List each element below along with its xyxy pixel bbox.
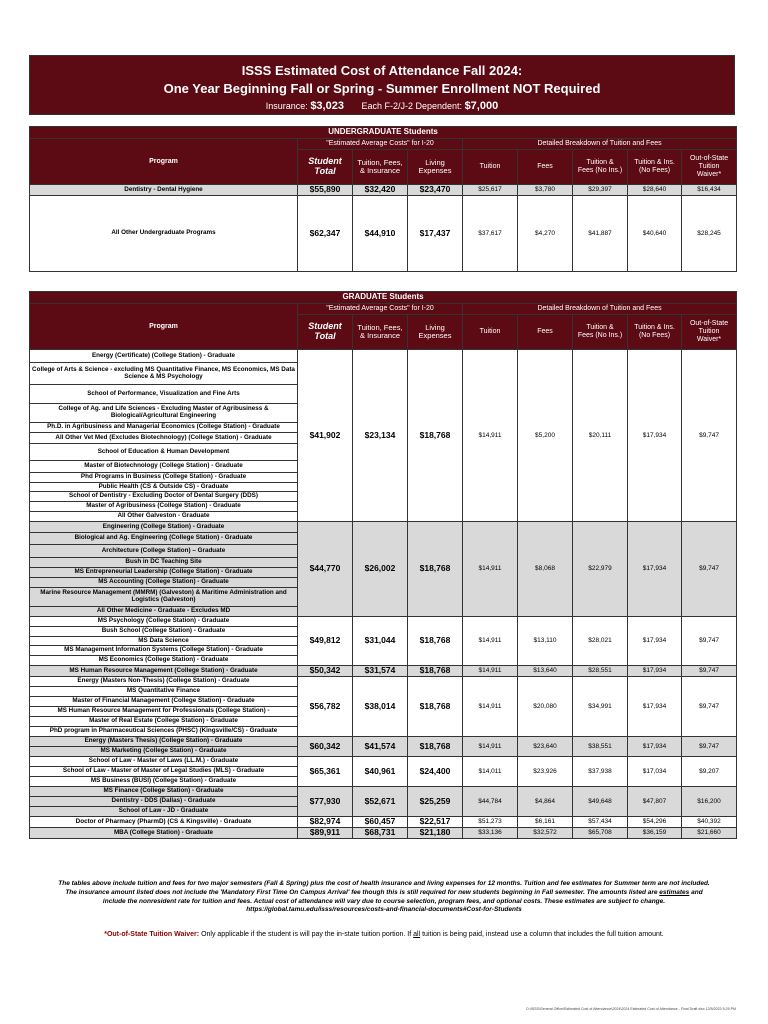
tuition-value: $51,273 <box>463 817 518 828</box>
fees-value: $6,161 <box>518 817 573 828</box>
living-expenses-header-line: Expenses <box>418 166 452 175</box>
program-name: Marine Resource Management (MMRM) (Galveston) & Maritime Administration and Logistics (Galveston) <box>30 588 298 607</box>
tuition-fees-no-ins-value: $22,979 <box>573 522 628 617</box>
tuition-value: $14,911 <box>463 666 518 677</box>
out-of-state-waiver-value: $9,207 <box>682 757 737 787</box>
fees-value: $3,780 <box>518 185 573 196</box>
insurance-label: Insurance: <box>265 101 308 111</box>
program-name: College of Arts & Science - excluding MS Quantitative Finance, MS Economics, MS Data Science & MS Psychology <box>30 363 298 385</box>
living-expenses-value: $24,400 <box>408 757 463 787</box>
fees-value: $13,110 <box>518 617 573 666</box>
dependent-label: Each F-2/J-2 Dependent: <box>361 101 463 111</box>
tuition-ins-no-fees-value: $17,934 <box>628 737 682 757</box>
out-of-state-waiver-value: $9,747 <box>682 666 737 677</box>
program-name: Master of Financial Management (College Station) - Graduate <box>30 697 298 707</box>
program-name: College of Ag. and Life Sciences - Excluding Master of Agribusiness & Biological/Agricultural Engineering <box>30 404 298 423</box>
living-expenses-value: $25,259 <box>408 787 463 817</box>
student-total-value: $49,812 <box>298 617 353 666</box>
tuition-fees-no-ins-value: $34,991 <box>573 677 628 737</box>
table-row <box>30 817 737 828</box>
tuition-value: $25,617 <box>463 185 518 196</box>
tuition-ins-no-fees-value: $36,159 <box>628 828 682 839</box>
tuition-fees-no-ins-header-line: Fees (No Ins.) <box>577 332 623 339</box>
living-expenses-header <box>408 315 463 350</box>
program-name: Energy (Masters Thesis) (College Station) - Graduate <box>30 737 298 747</box>
program-name: Phd Programs in Business (College Station) - Graduate <box>30 473 298 483</box>
program-name: MBA (College Station) - Graduate <box>30 828 298 839</box>
program-name: Doctor of Pharmacy (PharmD) (CS & Kingsville) - Graduate <box>30 817 298 828</box>
fees-value: $4,270 <box>518 196 573 272</box>
waiver-text-1: Only applicable if the student is will pay the in-state tuition portion. If <box>199 931 414 938</box>
fees-header-line: Fees <box>537 163 553 171</box>
tuition-fees-no-ins-header-line: Tuition & <box>586 159 614 167</box>
table-row <box>30 185 737 196</box>
footer-link[interactable]: https://global.tamu.edu/isss/resources/costs-and-financial-documents#Cost-for-Students <box>246 906 522 914</box>
student-total-value: $82,974 <box>298 817 353 828</box>
tuition-fees-insurance-value: $31,574 <box>353 666 408 677</box>
tuition-fees-no-ins-value: $49,648 <box>573 787 628 817</box>
tuition-ins-no-fees-header <box>628 315 682 350</box>
fees-value: $5,200 <box>518 350 573 522</box>
program-name: All Other Vet Med (Excludes Biotechnology) (College Station) - Graduate <box>30 433 298 444</box>
student-total-value: $60,342 <box>298 737 353 757</box>
footer-line-1: The tables above include tuition and fees for two major semesters (Fall & Spring) plus the cost of health insurance and living expenses for 12 months. Tuition and fee estimates for Summer term are not included. <box>58 880 710 887</box>
program-name: Master of Real Estate (College Station) - Graduate <box>30 717 298 727</box>
tuition-ins-no-fees-value: $40,640 <box>628 196 682 272</box>
tuition-fees-insurance-value: $41,574 <box>353 737 408 757</box>
fees-value: $13,640 <box>518 666 573 677</box>
waiver-note <box>40 931 728 938</box>
fees-value: $4,864 <box>518 787 573 817</box>
footer-line-2-text: The insurance amount listed does not include the 'Mandatory First Time On Campus Arrival' fee though this is still required for new students beginning in Fall semester. The amounts listed are <box>65 888 658 896</box>
tuition-fees-insurance-header-line: Tuition, Fees, <box>357 322 403 332</box>
waiver-label: *Out-of-State Tuition Waiver: <box>104 931 200 938</box>
section-title: UNDERGRADUATE Students <box>30 127 737 139</box>
student-total-header <box>298 150 353 185</box>
program-name: Dentistry - DDS (Dallas) - Graduate <box>30 797 298 807</box>
student-total-header-line: Student <box>308 156 342 167</box>
out-of-state-waiver-header-line: Waiver* <box>696 170 722 178</box>
out-of-state-waiver-header <box>682 150 737 185</box>
file-path: O:\ISSS\General Office\Estimated Cost of Attendance\2024\2024 Estimated Cost of Attendance - Final Draft.xlsx 12/5/2023 5:29 PM <box>525 1007 736 1011</box>
living-expenses-value: $18,768 <box>408 350 463 522</box>
program-name: Biological and Ag. Engineering (College Station) - Graduate <box>30 533 298 545</box>
table-row <box>30 617 737 627</box>
out-of-state-waiver-value: $28,245 <box>682 196 737 272</box>
program-name: MS Entrepreneurial Leadership (College Station) - Graduate <box>30 568 298 578</box>
tuition-value: $14,911 <box>463 737 518 757</box>
page-title: ISSS Estimated Cost of Attendance Fall 2024: <box>241 63 523 78</box>
living-expenses-value: $18,768 <box>408 522 463 617</box>
living-expenses-value: $23,470 <box>408 185 463 196</box>
tuition-fees-insurance-value: $23,134 <box>353 350 408 522</box>
student-total-value: $77,930 <box>298 787 353 817</box>
dependent-value: $7,000 <box>464 100 499 112</box>
tuition-header <box>463 315 518 350</box>
footer-line-2 <box>40 889 728 898</box>
tuition-fees-insurance-value: $40,961 <box>353 757 408 787</box>
program-name: Energy (Masters Non-Thesis) (College Station) - Graduate <box>30 677 298 687</box>
program-name: All Other Galveston - Graduate <box>30 512 298 522</box>
living-expenses-value: $17,437 <box>408 196 463 272</box>
student-total-header-line: Total <box>314 331 336 341</box>
living-expenses-header-line: Expenses <box>418 331 452 340</box>
tuition-header-line: Tuition <box>479 163 501 171</box>
detailed-breakdown-header: Detailed Breakdown of Tuition and Fees <box>463 139 737 150</box>
tuition-fees-insurance-header <box>353 150 408 185</box>
waiver-text-2: tuition is being paid, instead use a column that includes the full tuition amount. <box>420 931 664 938</box>
tuition-header <box>463 150 518 185</box>
tuition-ins-no-fees-value: $47,807 <box>628 787 682 817</box>
living-expenses-value: $18,768 <box>408 737 463 757</box>
table-row <box>30 828 737 839</box>
program-name: School of Law - Master of Laws (LL.M.) - Graduate <box>30 757 298 767</box>
tuition-fees-insurance-value: $38,014 <box>353 677 408 737</box>
program-name: School of Education & Human Development <box>30 444 298 461</box>
program-name: Dentistry - Dental Hygiene <box>30 185 298 196</box>
tuition-fees-insurance-value: $31,044 <box>353 617 408 666</box>
tuition-value: $14,011 <box>463 757 518 787</box>
out-of-state-waiver-value: $21,660 <box>682 828 737 839</box>
program-name: MS Marketing (College Station) - Graduate <box>30 747 298 757</box>
program-name: MS Economics (College Station) - Graduate <box>30 656 298 666</box>
tuition-fees-no-ins-value: $29,397 <box>573 185 628 196</box>
insurance-value: $3,023 <box>310 100 344 112</box>
tuition-fees-no-ins-value: $20,111 <box>573 350 628 522</box>
tuition-value: $14,911 <box>463 617 518 666</box>
page-subtitle: One Year Beginning Fall or Spring - Summer Enrollment NOT Required <box>163 81 601 96</box>
student-total-header-line: Student <box>308 321 342 332</box>
student-total-value: $50,342 <box>298 666 353 677</box>
living-expenses-value: $22,517 <box>408 817 463 828</box>
tuition-value: $37,617 <box>463 196 518 272</box>
detailed-breakdown-header: Detailed Breakdown of Tuition and Fees <box>463 304 737 315</box>
program-name: MS Psychology (College Station) - Graduate <box>30 617 298 627</box>
tuition-fees-insurance-value: $26,002 <box>353 522 408 617</box>
living-expenses-value: $21,180 <box>408 828 463 839</box>
tuition-fees-no-ins-value: $41,887 <box>573 196 628 272</box>
tuition-value: $14,911 <box>463 522 518 617</box>
student-total-value: $89,911 <box>298 828 353 839</box>
section-title: GRADUATE Students <box>30 292 737 304</box>
footer-estimates-word: estimates <box>659 888 690 896</box>
out-of-state-waiver-value: $9,747 <box>682 522 737 617</box>
tuition-fees-no-ins-value: $65,708 <box>573 828 628 839</box>
footer-line-3: include the nonresident rate for tuition and fees. Actual cost of attendance will vary due to course selection, program fees, and optional costs. These estimates are subject to change. <box>102 897 666 905</box>
tuition-ins-no-fees-header-line: (No Fees) <box>638 167 671 174</box>
fees-header <box>518 150 573 185</box>
tuition-ins-no-fees-header-line: (No Fees) <box>638 332 671 339</box>
student-total-value: $65,361 <box>298 757 353 787</box>
program-name: All Other Medicine - Graduate - Excludes MD <box>30 607 298 617</box>
waiver-all-word: all <box>413 931 421 938</box>
program-name: MS Quantitative Finance <box>30 687 298 697</box>
tuition-ins-no-fees-value: $17,934 <box>628 617 682 666</box>
program-name: Public Health (CS & Outside CS) - Graduate <box>30 483 298 492</box>
table-row <box>30 677 737 687</box>
tuition-fees-insurance-value: $52,671 <box>353 787 408 817</box>
fees-value: $32,572 <box>518 828 573 839</box>
tuition-fees-no-ins-value: $57,434 <box>573 817 628 828</box>
tuition-fees-no-ins-header-line: Fees (No Ins.) <box>577 167 623 174</box>
program-name: All Other Undergraduate Programs <box>30 196 298 272</box>
program-name: School of Dentistry - Excluding Doctor of Dental Surgery (DDS) <box>30 492 298 502</box>
program-header: Program <box>30 304 298 350</box>
program-header: Program <box>30 139 298 185</box>
out-of-state-waiver-value: $9,747 <box>682 350 737 522</box>
tuition-fees-insurance-header-line: & Insurance <box>359 331 401 340</box>
program-name: Energy (Certificate) (College Station) - Graduate <box>30 350 298 363</box>
tuition-ins-no-fees-value: $17,934 <box>628 677 682 737</box>
table-row <box>30 787 737 797</box>
program-name: MS Human Resource Management (College Station) - Graduate <box>30 666 298 677</box>
living-expenses-header-line: Living <box>425 322 445 332</box>
tuition-value: $14,911 <box>463 677 518 737</box>
program-name: MS Data Science <box>30 637 298 646</box>
tuition-fees-insurance-header-line: Tuition, Fees, <box>357 157 403 167</box>
out-of-state-waiver-value: $40,392 <box>682 817 737 828</box>
tuition-ins-no-fees-value: $54,296 <box>628 817 682 828</box>
tuition-value: $14,911 <box>463 350 518 522</box>
estimated-costs-header: "Estimated Average Costs" for I-20 <box>298 139 463 150</box>
program-name: Architecture (College Station) – Graduate <box>30 545 298 558</box>
program-name: Bush School (College Station) - Graduate <box>30 627 298 637</box>
insurance-line <box>30 100 734 112</box>
tuition-fees-insurance-value: $32,420 <box>353 185 408 196</box>
student-total-value: $62,347 <box>298 196 353 272</box>
fees-value: $23,640 <box>518 737 573 757</box>
table-row <box>30 196 737 272</box>
table-row <box>30 350 737 363</box>
program-name: MS Human Resource Management for Professionals (College Station) - <box>30 707 298 717</box>
fees-value: $8,068 <box>518 522 573 617</box>
fees-value: $20,080 <box>518 677 573 737</box>
tuition-fees-insurance-header-line: & Insurance <box>359 166 401 175</box>
program-name: Engineering (College Station) - Graduate <box>30 522 298 533</box>
estimated-costs-header: "Estimated Average Costs" for I-20 <box>298 304 463 315</box>
undergraduate-table <box>29 126 737 272</box>
out-of-state-waiver-header-line: Waiver* <box>696 335 722 343</box>
tuition-fees-no-ins-value: $37,938 <box>573 757 628 787</box>
cost-header-banner <box>29 55 735 115</box>
out-of-state-waiver-header-line: Out-of-State <box>689 320 729 328</box>
tuition-value: $44,784 <box>463 787 518 817</box>
footer-notes <box>40 880 728 915</box>
out-of-state-waiver-header-line: Tuition <box>698 163 720 171</box>
tuition-ins-no-fees-value: $17,934 <box>628 350 682 522</box>
program-name: School of Performance, Visualization and Fine Arts <box>30 385 298 404</box>
student-total-header <box>298 315 353 350</box>
student-total-header-line: Total <box>314 166 336 176</box>
out-of-state-waiver-header-line: Tuition <box>698 328 720 336</box>
graduate-table <box>29 291 737 839</box>
out-of-state-waiver-header <box>682 315 737 350</box>
tuition-ins-no-fees-value: $17,934 <box>628 666 682 677</box>
program-name: MS Finance (College Station) - Graduate <box>30 787 298 797</box>
program-name: MS Management Information Systems (College Station) - Graduate <box>30 646 298 656</box>
out-of-state-waiver-value: $9,747 <box>682 677 737 737</box>
tuition-fees-no-ins-header-line: Tuition & <box>586 324 614 332</box>
table-row <box>30 522 737 533</box>
table-row <box>30 757 737 767</box>
tuition-ins-no-fees-header-line: Tuition & Ins. <box>634 324 675 332</box>
living-expenses-header-line: Living <box>425 157 445 167</box>
fees-header-line: Fees <box>537 328 553 336</box>
program-name: School of Law - Master of Master of Legal Studies (MLS) - Graduate <box>30 767 298 777</box>
tuition-fees-no-ins-header <box>573 150 628 185</box>
program-name: Bush in DC Teaching Site <box>30 558 298 568</box>
student-total-value: $44,770 <box>298 522 353 617</box>
tuition-ins-no-fees-value: $17,934 <box>628 522 682 617</box>
out-of-state-waiver-value: $9,747 <box>682 737 737 757</box>
program-name: Master of Agribusiness (College Station) - Graduate <box>30 502 298 512</box>
tuition-value: $33,136 <box>463 828 518 839</box>
footer-line-2-end: and <box>691 888 703 896</box>
out-of-state-waiver-value: $16,434 <box>682 185 737 196</box>
tuition-ins-no-fees-header <box>628 150 682 185</box>
student-total-value: $56,782 <box>298 677 353 737</box>
living-expenses-value: $18,768 <box>408 617 463 666</box>
tuition-header-line: Tuition <box>479 328 501 336</box>
tuition-fees-no-ins-header <box>573 315 628 350</box>
program-name: Ph.D. in Agribusiness and Managerial Economics (College Station) - Graduate <box>30 423 298 433</box>
table-row <box>30 737 737 747</box>
out-of-state-waiver-value: $9,747 <box>682 617 737 666</box>
tuition-fees-no-ins-value: $28,551 <box>573 666 628 677</box>
living-expenses-value: $18,768 <box>408 677 463 737</box>
program-name: Master of Biotechnology (College Station) - Graduate <box>30 461 298 473</box>
tuition-ins-no-fees-value: $28,640 <box>628 185 682 196</box>
tuition-ins-no-fees-value: $17,034 <box>628 757 682 787</box>
tuition-fees-no-ins-value: $38,551 <box>573 737 628 757</box>
fees-header <box>518 315 573 350</box>
table-row <box>30 666 737 677</box>
living-expenses-value: $18,768 <box>408 666 463 677</box>
student-total-value: $55,890 <box>298 185 353 196</box>
fees-value: $23,926 <box>518 757 573 787</box>
tuition-fees-insurance-value: $60,457 <box>353 817 408 828</box>
program-name: PhD program in Pharmaceutical Sciences (PHSC) (Kingsville/CS) - Graduate <box>30 727 298 737</box>
tuition-fees-insurance-value: $44,910 <box>353 196 408 272</box>
program-name: MS Accounting (College Station) - Graduate <box>30 578 298 588</box>
program-name: School of Law - JD - Graduate <box>30 807 298 817</box>
tuition-fees-insurance-value: $68,731 <box>353 828 408 839</box>
tuition-ins-no-fees-header-line: Tuition & Ins. <box>634 159 675 167</box>
tuition-fees-no-ins-value: $28,021 <box>573 617 628 666</box>
student-total-value: $41,902 <box>298 350 353 522</box>
out-of-state-waiver-header-line: Out-of-State <box>689 155 729 163</box>
program-name: MS Business (BUSI) (College Station) - Graduate <box>30 777 298 787</box>
tuition-fees-insurance-header <box>353 315 408 350</box>
living-expenses-header <box>408 150 463 185</box>
out-of-state-waiver-value: $16,200 <box>682 787 737 817</box>
